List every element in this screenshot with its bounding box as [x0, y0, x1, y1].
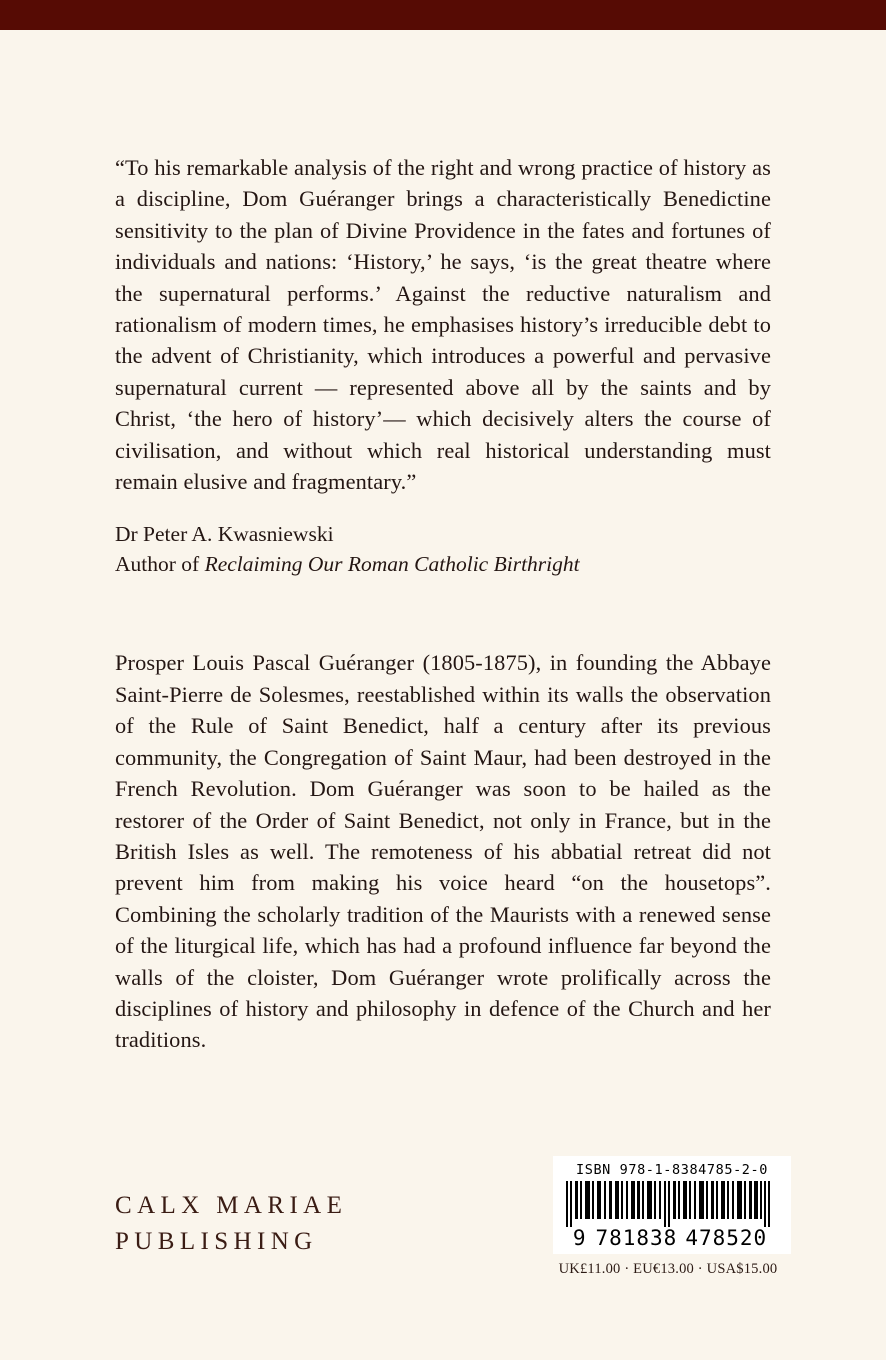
endorser-credential	[115, 549, 771, 579]
endorsement-quote-block	[115, 152, 771, 497]
ean-group-2: 478520	[685, 1226, 768, 1250]
publisher-imprint	[115, 1188, 347, 1260]
endorser-work-title: Reclaiming Our Roman Catholic Birthright	[204, 552, 580, 577]
endorsement-attribution	[115, 519, 771, 579]
publisher-name-line-2: PUBLISHING	[115, 1228, 318, 1255]
ean-group-1: 781838	[595, 1226, 678, 1250]
publisher-name-line-1: CALX MARIAE	[115, 1192, 348, 1219]
endorser-name: Dr Peter A. Kwasniewski	[115, 522, 334, 547]
endorser-role-prefix: Author of	[115, 552, 205, 577]
ean-lead-digit: 9	[572, 1226, 587, 1250]
cover-footer	[115, 1138, 791, 1278]
barcode-card	[553, 1156, 791, 1254]
endorsement-quote-text: “To his remarkable analysis of the right and wrong practice of history as a discipline, Dom Guéranger brings a characteristically Benedictine sensitivity to the plan of Divine Providence in the fates and fortunes of individuals and nations: ‘History,’ he says, ‘is the great theatre where the supernatural performs.’ Against the reductive naturalism and rationalism of modern times, he emphasises history’s irreducible debt to the advent of Christianity, which introduces a powerful and pervasive supernatural current — represented above all by the saints and by Christ, ‘the hero of history’— which decisively alters the course of civilisation, and without which real historical understanding must remain elusive and fragmentary.”	[115, 155, 771, 495]
author-biography-block	[115, 647, 771, 1055]
ean13-digits	[561, 1226, 783, 1250]
cover-body	[0, 30, 886, 1360]
top-color-band	[0, 0, 886, 30]
price-line: UK£11.00 · EU€13.00 · USA$15.00	[558, 1261, 778, 1277]
ean13-barcode-icon	[564, 1181, 780, 1227]
isbn-label: ISBN 978-1-8384785-2-0	[575, 1162, 768, 1178]
barcode-block	[545, 1156, 791, 1278]
author-biography-text: Prosper Louis Pascal Guéranger (1805-1875), in founding the Abbaye Saint-Pierre de Solesmes, reestablished within its walls the observation of the Rule of Saint Benedict, half a century after its previous community, the Congregation of Saint Maur, had been destroyed in the French Revolution. Dom Guéranger was soon to be hailed as the restorer of the Order of Saint Benedict, not only in France, but in the British Isles as well. The remoteness of his abbatial retreat did not prevent him from making his voice heard “on the housetops”. Combining the scholarly tradition of the Maurists with a renewed sense of the liturgical life, which has had a profound influence far beyond the walls of the cloister, Dom Guéranger wrote prolifically across the disciplines of history and philosophy in defence of the Church and her traditions.	[115, 650, 771, 1053]
